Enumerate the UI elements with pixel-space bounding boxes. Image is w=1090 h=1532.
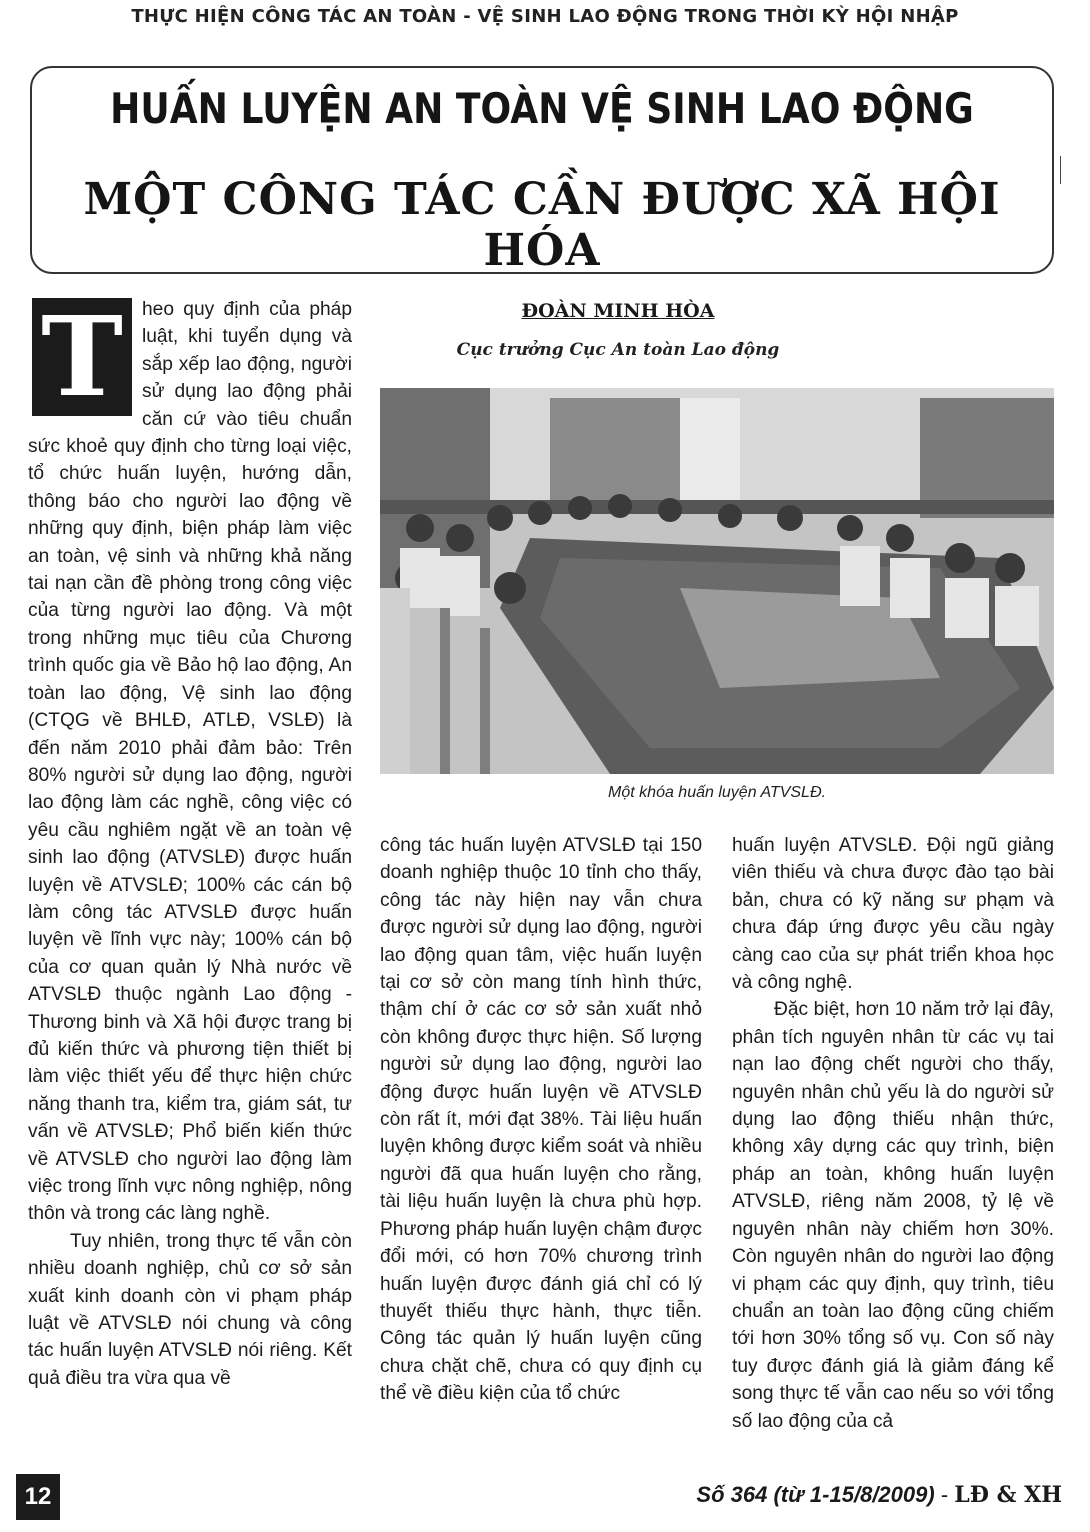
article-column-middle (380, 832, 702, 1408)
opening-text: heo quy định của pháp luật, khi tuyển dụng và sắp xếp lao động, người sử dụng lao động phải căn cứ vào tiêu chuẩn sức khoẻ quy định cho từng loại việc, tổ chức huấn luyện, hướng dẫn, thông báo cho người lao động về những quy định, biện pháp làm việc an toàn, vệ sinh và những khả năng tai nạn cần đề phòng trong công việc của từng người lao động. Và một trong những mục tiêu của Chương trình quốc gia về Bảo hộ lao động, An toàn lao động, Vệ sinh lao động (CTQG về BHLĐ, ATLĐ, VSLĐ) là đến năm 2010 phải đảm bảo: Trên 80% người sử dụng lao động, người lao động làm các nghề, công việc có yêu cầu nghiêm ngặt về an toàn vệ sinh lao động (ATVSLĐ) được huấn luyện về ATVSLĐ; 100% các cán bộ làm công tác ATVSLĐ được huấn luyện về lĩnh vực này; 100% cán bộ của cơ quan quản lý Nhà nước về ATVSLĐ thuộc ngành Lao động - Thương binh và Xã hội được trang bị đủ kiến thức và phương tiện thiết bị làm việc thiết yếu để thực hiện chức năng thanh tra, kiểm tra, giám sát, tư vấn về ATVSLĐ; Phổ biến kiến thức về ATVSLĐ cho người lao động làm việc trong lĩnh vực nông nghiệp, nông thôn và trong các làng nghề. (28, 299, 352, 1225)
issue-number: Số 364 (từ 1-15/8/2009) (696, 1482, 935, 1507)
opening-paragraph (28, 292, 352, 1228)
issue-separator: - (934, 1482, 955, 1507)
photo-illustration (380, 388, 1054, 774)
paragraph: Đặc biệt, hơn 10 năm trở lại đây, phân tích nguyên nhân từ các vụ tai nạn lao động chết người cho thấy, nguyên nhân chủ yếu là do người sử dụng lao động thiếu nhận thức, không xây dựng các quy trình, biện pháp an toàn, không huấn luyện ATVSLĐ, riêng năm 2008, tỷ lệ về nguyên nhân này chiếm hơn 30%. Còn nguyên nhân do người lao động vi phạm các quy định, quy trình, tiêu chuẩn an toàn lao động cũng chiếm tới hơn 30% tổng số vụ. Con số này tuy được đánh giá là giảm đáng kể song thực tế vẫn cao nếu so với tổng số lao động của cả (732, 999, 1054, 1432)
paragraph: Tuy nhiên, trong thực tế vẫn còn nhiều doanh nghiệp, chủ cơ sở sản xuất kinh doanh còn vi phạm pháp luật về ATVSLĐ nói chung và công tác huấn luyện ATVSLĐ nói riêng. Kết quả điều tra vừa qua về (28, 1230, 352, 1389)
title-box (30, 66, 1054, 274)
magazine-name: LĐ & XH (954, 1482, 1062, 1508)
article-column-right (732, 832, 1054, 1435)
photo-caption: Một khóa huấn luyện ATVSLĐ. (608, 784, 826, 801)
author-name: ĐOÀN MINH HÒA (521, 300, 715, 322)
page-number: 12 (16, 1474, 60, 1520)
paragraph: huấn luyện ATVSLĐ. Đội ngũ giảng viên thiếu và chưa được đào tạo bài bản, chưa có kỹ năng sư phạm và chưa đáp ứng được yêu cầu ngày càng cao của sự phát triển khoa học và công nghệ. (732, 835, 1054, 994)
headline: HUẤN LUYỆN AN TOÀN VỆ SINH LAO ĐỘNG (110, 84, 974, 133)
issue-info (696, 1482, 1062, 1508)
running-head: THỰC HIỆN CÔNG TÁC AN TOÀN - VỆ SINH LAO ĐỘNG TRONG THỜI KỲ HỘI NHẬP (131, 6, 959, 27)
dropcap: T (32, 298, 132, 416)
author-position: Cục trưởng Cục An toàn Lao động (456, 340, 780, 360)
subheadline: MỘT CÔNG TÁC CẦN ĐƯỢC XÃ HỘI HÓA (83, 174, 1001, 276)
decorative-rule (1060, 156, 1061, 184)
paragraph: công tác huấn luyện ATVSLĐ tại 150 doanh nghiệp thuộc 10 tỉnh cho thấy, công tác này hiện nay vẫn chưa được người sử dụng lao động, người lao động quan tâm, việc huấn luyện tại cơ sở còn mang tính hình thức, thậm chí ở các cơ sở sản xuất nhỏ còn không được thực hiện. Số lượng người sử dụng lao động, người lao động được huấn luyện về ATVSLĐ còn rất ít, mới đạt 38%. Tài liệu huấn luyện không được kiểm soát và nhiều người đã qua huấn luyện cho rằng, tài liệu huấn luyện là chưa phù hợp. Phương pháp huấn luyện chậm được đổi mới, có hơn 70% chương trình huấn luyện được đánh giá chỉ có lý thuyết thiếu thực hành, thực tiễn. Công tác quản lý huấn luyện cũng chưa chặt chẽ, chưa có quy định cụ thể về điều kiện của tổ chức (380, 835, 702, 1405)
training-session-photo (380, 388, 1054, 774)
article-column-left (28, 292, 352, 1392)
